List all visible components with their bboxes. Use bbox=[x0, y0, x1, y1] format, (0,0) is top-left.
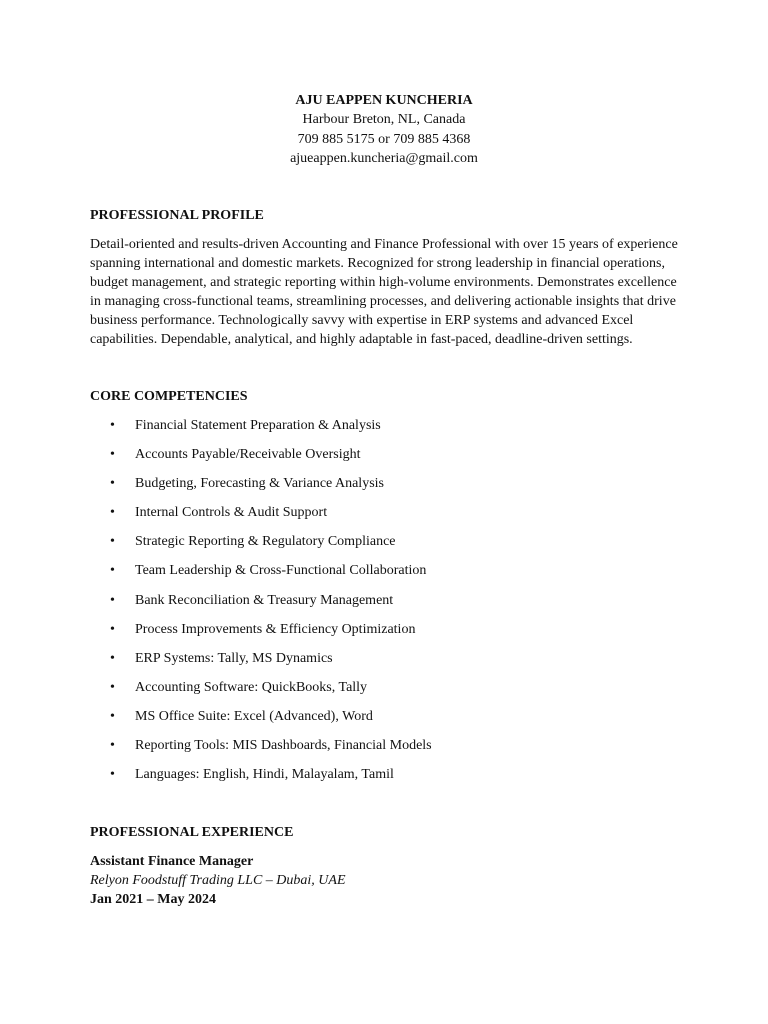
list-item bbox=[90, 445, 690, 474]
bullet-icon: • bbox=[110, 767, 115, 783]
profile-line: capabilities. Dependable, analytical, and highly adaptable in fast-paced, deadline-driven settings. bbox=[90, 332, 633, 347]
bullet-icon: • bbox=[110, 708, 115, 724]
list-item-text: Strategic Reporting & Regulatory Compliance bbox=[135, 534, 396, 550]
bullet-icon: • bbox=[110, 679, 115, 695]
bullet-icon: • bbox=[110, 738, 115, 754]
profile-line: spanning international and domestic markets. Recognized for strong leadership in financial operations, bbox=[90, 256, 665, 271]
bullet-icon: • bbox=[110, 505, 115, 521]
profile-summary bbox=[90, 235, 680, 349]
list-item bbox=[90, 416, 690, 445]
list-item-text: Process Improvements & Efficiency Optimization bbox=[135, 621, 416, 637]
bullet-icon: • bbox=[110, 447, 115, 463]
list-item bbox=[90, 765, 690, 794]
list-item-text: MS Office Suite: Excel (Advanced), Word bbox=[135, 708, 373, 724]
profile-line: business performance. Technologically savvy with expertise in ERP systems and advanced Excel bbox=[90, 313, 634, 328]
profile-line: in managing cross-functional teams, streamlining processes, and delivering actionable insights that drive bbox=[90, 294, 676, 309]
candidate-email: ajueappen.kuncheria@gmail.com bbox=[290, 150, 478, 166]
bullet-icon: • bbox=[110, 534, 115, 550]
experience-heading: PROFESSIONAL EXPERIENCE bbox=[90, 825, 294, 840]
resume-header bbox=[0, 91, 768, 168]
list-item bbox=[90, 561, 690, 590]
list-item-text: Reporting Tools: MIS Dashboards, Financial Models bbox=[135, 738, 432, 754]
list-item-text: ERP Systems: Tally, MS Dynamics bbox=[135, 650, 333, 666]
list-item bbox=[90, 532, 690, 561]
bullet-icon: • bbox=[110, 621, 115, 637]
list-item bbox=[90, 474, 690, 503]
list-item-text: Languages: English, Hindi, Malayalam, Tamil bbox=[135, 767, 394, 783]
competencies-list bbox=[90, 416, 690, 794]
bullet-icon: • bbox=[110, 592, 115, 608]
list-item-text: Budgeting, Forecasting & Variance Analysis bbox=[135, 476, 384, 492]
list-item-text: Accounts Payable/Receivable Oversight bbox=[135, 447, 361, 463]
job-role: Assistant Finance Manager bbox=[90, 854, 254, 869]
profile-line: budget management, and strategic reporting within high-volume environments. Demonstrates excellence bbox=[90, 275, 677, 290]
list-item-text: Bank Reconciliation & Treasury Management bbox=[135, 592, 394, 608]
list-item-text: Internal Controls & Audit Support bbox=[135, 505, 328, 521]
list-item bbox=[90, 707, 690, 736]
job-entry bbox=[90, 852, 346, 909]
list-item bbox=[90, 678, 690, 707]
list-item-text: Accounting Software: QuickBooks, Tally bbox=[135, 679, 368, 695]
candidate-location: Harbour Breton, NL, Canada bbox=[302, 112, 466, 128]
list-item-text: Financial Statement Preparation & Analysis bbox=[135, 418, 381, 433]
job-dates: Jan 2021 – May 2024 bbox=[90, 892, 216, 907]
list-item bbox=[90, 503, 690, 532]
bullet-icon: • bbox=[110, 650, 115, 666]
bullet-icon: • bbox=[110, 476, 115, 492]
list-item bbox=[90, 620, 690, 649]
job-company: Relyon Foodstuff Trading LLC – Dubai, UAE bbox=[90, 873, 346, 888]
profile-line: Detail-oriented and results-driven Accounting and Finance Professional with over 15 years of experience bbox=[90, 237, 678, 252]
bullet-icon: • bbox=[110, 418, 115, 433]
profile-heading: PROFESSIONAL PROFILE bbox=[90, 208, 264, 223]
competencies-heading: CORE COMPETENCIES bbox=[90, 389, 248, 404]
list-item bbox=[90, 591, 690, 620]
candidate-phone: 709 885 5175 or 709 885 4368 bbox=[297, 131, 471, 147]
candidate-name: AJU EAPPEN KUNCHERIA bbox=[295, 93, 473, 108]
bullet-icon: • bbox=[110, 563, 115, 579]
list-item bbox=[90, 736, 690, 765]
list-item-text: Team Leadership & Cross-Functional Collaboration bbox=[135, 563, 427, 579]
list-item bbox=[90, 649, 690, 678]
